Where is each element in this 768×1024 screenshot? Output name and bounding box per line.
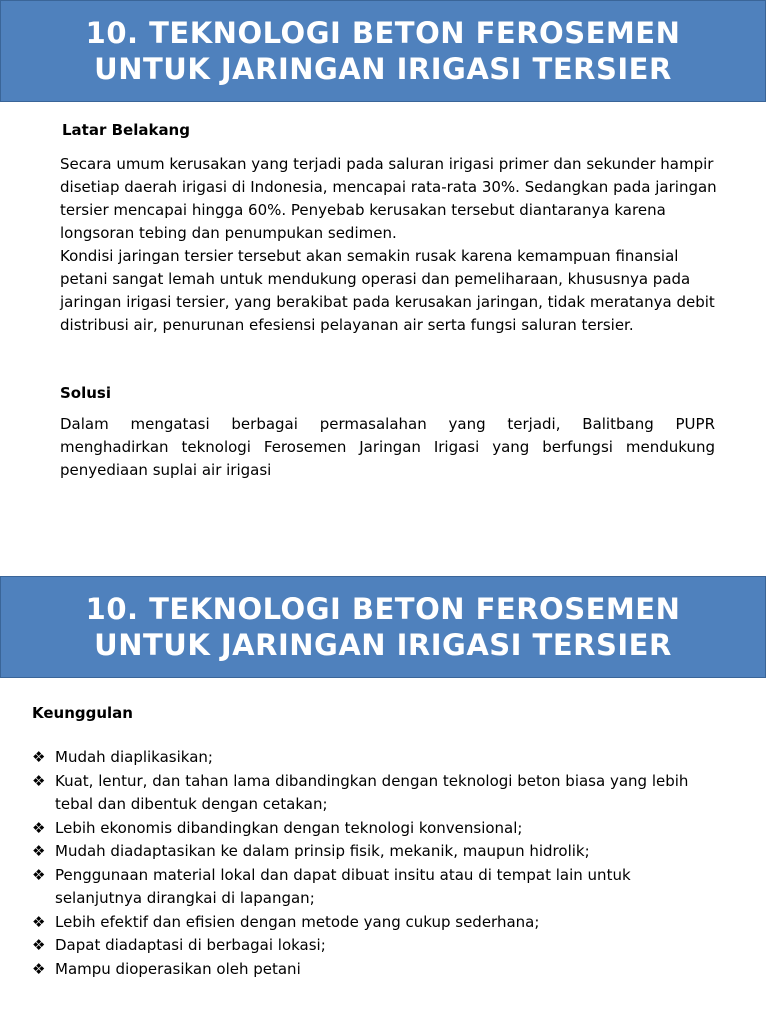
advantage-text: Mudah diadaptasikan ke dalam prinsip fisik, mekanik, maupun hidrolik; <box>55 842 590 860</box>
advantage-text: tebal dan dibentuk dengan cetakan; <box>55 795 328 813</box>
slide-2-title <box>1 591 765 663</box>
advantage-item <box>32 746 688 770</box>
diamond-bullet-icon: ❖ <box>32 748 46 766</box>
advantage-text: Lebih efektif dan efisien dengan metode yang cukup sederhana; <box>55 912 540 931</box>
slide-2-title-banner <box>0 576 766 678</box>
background-line: Kondisi jaringan tersier tersebut akan semakin rusak karena kemampuan finansial <box>60 247 679 265</box>
diamond-bullet-icon: ❖ <box>32 771 46 790</box>
advantage-text: Dapat diadaptasi di berbagai lokasi; <box>55 936 326 954</box>
advantage-item <box>32 864 688 911</box>
advantage-text: Mudah diaplikasikan; <box>55 748 213 766</box>
background-line: disetiap daerah irigasi di Indonesia, mencapai rata-rata 30%. Sedangkan pada jaringan <box>60 178 717 196</box>
solution-paragraph <box>60 413 715 482</box>
title-line: UNTUK JARINGAN IRIGASI TERSIER <box>94 52 672 86</box>
title-line: 10. TEKNOLOGI BETON FEROSEMEN <box>85 592 681 626</box>
background-line: longsoran tebing dan penumpukan sedimen. <box>60 224 397 242</box>
advantage-item <box>32 934 688 958</box>
advantages-heading: Keunggulan <box>32 704 133 722</box>
advantage-text: Lebih ekonomis dibandingkan dengan teknologi konvensional; <box>55 818 523 837</box>
solution-line: menghadirkan teknologi Ferosemen Jaringan Irigasi yang berfungsi mendukung <box>60 438 715 456</box>
advantage-text: selanjutnya dirangkai di lapangan; <box>55 889 315 907</box>
slide-gap <box>0 545 768 576</box>
title-line: 10. TEKNOLOGI BETON FEROSEMEN <box>85 16 681 50</box>
diamond-bullet-icon: ❖ <box>32 912 46 931</box>
diamond-bullet-icon: ❖ <box>32 842 46 860</box>
advantages-list <box>32 746 688 981</box>
diamond-bullet-icon: ❖ <box>32 818 46 837</box>
background-line: jaringan irigasi tersier, yang berakibat pada kerusakan jaringan, tidak meratanya debit <box>60 293 715 311</box>
slide-2 <box>0 576 768 1024</box>
solution-line: penyediaan suplai air irigasi <box>60 461 272 479</box>
background-heading: Latar Belakang <box>62 121 190 139</box>
diamond-bullet-icon: ❖ <box>32 936 46 954</box>
solution-heading: Solusi <box>60 384 111 402</box>
advantage-item <box>32 958 688 982</box>
slide-1-title <box>1 15 765 87</box>
advantage-text: Penggunaan material lokal dan dapat dibuat insitu atau di tempat lain untuk <box>55 865 631 884</box>
advantage-item <box>32 840 688 864</box>
background-line: petani sangat lemah untuk mendukung operasi dan pemeliharaan, khususnya pada <box>60 270 691 288</box>
advantage-item <box>32 817 688 841</box>
background-line: Secara umum kerusakan yang terjadi pada saluran irigasi primer dan sekunder hampir <box>60 155 714 173</box>
background-line: tersier mencapai hingga 60%. Penyebab kerusakan tersebut diantaranya karena <box>60 201 666 219</box>
background-line: distribusi air, penurunan efesiensi pelayanan air serta fungsi saluran tersier. <box>60 316 634 334</box>
solution-line: Dalam mengatasi berbagai permasalahan yang terjadi, Balitbang PUPR <box>60 415 715 433</box>
diamond-bullet-icon: ❖ <box>32 959 46 978</box>
title-line: UNTUK JARINGAN IRIGASI TERSIER <box>94 628 672 662</box>
slide-1-title-banner <box>0 0 766 102</box>
diamond-bullet-icon: ❖ <box>32 865 46 884</box>
advantage-text: Mampu dioperasikan oleh petani <box>55 959 301 978</box>
advantage-text: Kuat, lentur, dan tahan lama dibandingkan dengan teknologi beton biasa yang lebih <box>55 771 689 790</box>
background-paragraph <box>60 153 730 337</box>
advantage-item <box>32 911 688 935</box>
advantage-item <box>32 770 688 817</box>
